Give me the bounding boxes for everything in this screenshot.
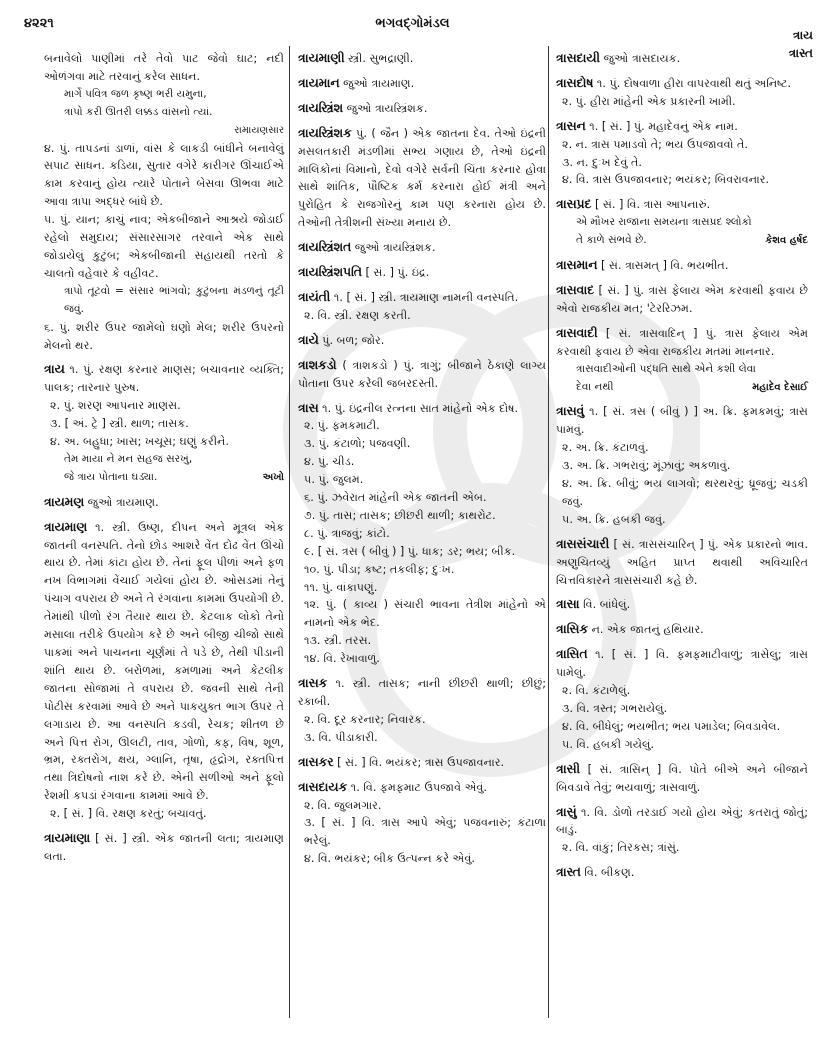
entry-first-line [556,804,808,840]
entry-first-line [298,754,546,772]
quotation-author: મહાદેવ દેસાઈ [752,381,808,393]
quotation-line: માર્ગે પવિત્ર જળ કૃષ્ણ ભરી યમુના, [64,87,207,100]
entry-first-line [556,282,808,318]
column-divider [548,46,549,1018]
headword: ત્રાયંતી [298,289,331,304]
definition-text: ૧. [ સં. ] પું. મહાદેવનું એક નામ. [589,119,738,133]
headword: ત્રાસા [556,597,580,612]
definition-text: [ સં. ત્રાસમત્ ] વિ. ભયભીત. [600,259,729,273]
definition-text: ૧. સ્ત્રી. તાસક; નાની છીછરી થાળી; છીછું; રકાબી. [298,677,546,708]
dictionary-entry [556,282,808,318]
entry-first-line [298,75,546,93]
sub-sense: ૩. ન. દુઃખ દેવું તે. [562,155,642,169]
entry-first-line [556,118,808,136]
quotation-author: કેશવ હર્ષદ [765,235,808,247]
dictionary-entry [298,100,546,118]
entry-first-line [298,264,546,282]
entry-first-line [556,761,808,797]
sub-sense: ૯. [ સં. ત્રસ ( બીવું ) ] પું. ધાક; ડર; ભય; બીક. [304,544,516,558]
page-number: ૪૨૨૧ [24,16,54,31]
definition-text: સ્ત્રી. સુભદ્રાણી. [348,52,414,65]
sub-sense: ૭. પું. તાસ; તાસક; છીછરી થાળી; કાથરોટ. [304,508,496,522]
definition-text: [ સં. ત્રાસસંચારિન્ ] પું. એક પ્રકારનો ભાવ. અણુચિતવ્યું અહિત પ્રાપ્ત થવાથી અવિચારિત ચિત્તવિકારને ત્રાસસંચારી કહે છે. [556,537,809,587]
sub-sense: ૨. ન. ત્રાસ પમાડવો તે; ભય ઉપજાવવો તે. [562,137,748,151]
sub-sense: ૩. વિ. પીડાકારી. [304,730,378,744]
sub-sense: ૨. [ સં. ] વિ. રક્ષણ કરતું; બચાવતું. [50,807,207,821]
dictionary-entry [556,257,808,275]
sub-sense: ૪. અ. ક્રિ. બીવું; ભય લાગવો; થરથરવું; ધ્રૂજવું; ચડકી જવું. [562,477,808,508]
sub-sense: ૨. પું. હીરા માંહેની એક પ્રકારની ખામી. [562,94,736,108]
definition-text: વિ. બાંધેલું. [583,598,631,612]
headword: ત્રાસવું [556,404,585,419]
sub-sense: ૨. વિ. જુલમગાર. [304,798,382,812]
dictionary-entry [556,196,808,250]
entry-first-line [556,50,808,68]
headword: ત્રાસન [556,118,586,133]
entry-first-line [298,675,546,711]
definition-text: [ સં. ] વિ. ભયંકર; ત્રાસ ઉપજાવનાર. [337,755,505,769]
sub-sense: ૪. વિ. ત્રાસ ઉપજાવનાર; ભયંકર; બિવરાવનાર. [562,173,770,187]
definition-text: જુઓ ત્રાયસ્ત્રિંશક. [354,241,436,255]
sub-sense: ૨. વિ. સ્ત્રી. રક્ષણ કરતી. [304,308,411,322]
guide-word-first: ત્રાય [792,28,813,42]
entry-first-line [298,50,546,68]
dictionary-entry [298,50,546,68]
headword: ત્રાસકર [298,754,334,769]
dictionary-entry [44,50,284,354]
column-1 [44,50,284,873]
entry-first-line [556,257,808,275]
definition-text: ૧. સ્ત્રી. ઉષ્ણ, દીપન અને મૂત્રલ એક જાતની વનસ્પતિ. તેનો છોડ આશરે વેંત દોઢ વેંત ઊંચો થાય છે. તેમાં કાંટા હોય છે. તેનાં ફૂલ પીળાં અને ફળ નખ વિભાગમાં વેંચાઈ ગયેલાં હોય છે. ઓસડમાં તેનું પંચાગ વપરાય છે અને તે રંગવાના કામમાં ઉપયોગી છે. તેમાંથી પીળો રંગ તૈયાર થાય છે. કેટલાક લોકો તેનો મસાલા તરીકે ઉપયોગ કરે છે અને બીજી ચીજો સાથે પાકમાં અને પાચનના ચૂર્ણમાં તે પડે છે, તેથી પીડાની શાંતિ થાય છે. બરોળમાં, કમળામાં અને કેટલીક જાતના સોજામાં તે વપરાય છે. જવની સાથે તેની પોટીસ કરવામાં આવે છે અને પાકયુક્ત ભાગ ઉપર તે લગાડાય છે. આ વનસ્પતિ કડવી, રેચક; શીતળ છે અને પિત્ત રોગ, ઊલટી, તાવ, ગોળો, કફ, વિષ, શૂળ, ભ્રમ, રક્તરોગ, ક્ષય, ગ્લાનિ, તૃષા, હૃદ્રોગ, રક્તપિત્ત તથા ત્રિદોષનો નાશ કરે છે. એની સળીઓ અને ફૂલો રેશમી કપડાં રંગવાના કામમાં આવે છે. [44,520,284,803]
sub-sense: ૨. વિ. વાંકું; તિરકસ; ત્રાંસું. [562,841,680,855]
headword: ત્રાસદોષ [556,75,594,90]
headword: ત્રાસી [556,761,581,776]
dictionary-entry [298,675,546,747]
definition-text: જુઓ ત્રાયસ્ત્રિંશક. [346,101,428,115]
column-2 [298,50,546,875]
entry-first-line [556,596,808,614]
headword: ત્રાયમાણા [44,831,91,846]
headword: ત્રાયસ્ત્રિંશપતિ [298,265,362,280]
dictionary-entry [556,596,808,614]
definition-text: ન. એક જાતનું હથિયાર. [591,623,704,637]
headword: ત્રાસવાદી [556,325,598,340]
headword: ત્રાસપ્રદ [556,197,592,212]
dictionary-entry [556,75,808,111]
sub-sense: ૮. પું. ત્રાજવું; કાંટો. [304,526,390,540]
headword: ત્રાસું [556,804,577,819]
dictionary-entry [556,804,808,858]
headword: ત્રાસમાન [556,258,598,273]
definition-text: ૧. [ સં. ] વિ. ફમફમાટીવાળું; ત્રાસેલું; ત્રાસ પામેલું. [556,648,808,680]
quotation-with-source [44,469,284,487]
dictionary-entry [298,289,546,325]
dictionary-entry [298,75,546,93]
definition-text: ૧. પું. દોષવાળા હીરા વાપરવાથી થતું અનિષ્ટ. [596,76,792,90]
entry-first-line [556,864,808,882]
sub-sense: ૩. પું. કંટાળો; પજવણી. [304,437,411,451]
quotation-with-source [556,379,808,397]
sub-sense: ૩. [ અં. ટ્રે ] સ્ત્રી. થાળ; તાસક. [50,417,189,431]
definition-text: ૪. પું. તાપડનાં ડાળાં, વાંસ કે લાકડી બાંધીને બનાવેલું સપાટ સાધન. કડિયા, સુતાર વગેરે કારીગર ઊંચાઈએ કામ કરવાનું હોય ત્યારે પોતાને બેસવા ઊભવા માટે આવા ત્રાપા અદ્ધર બાંધે છે. [44,141,284,209]
definition-text: ૧. [ સં. ] સ્ત્રી. ત્રાયમાણ નામની વનસ્પતિ. [333,290,519,304]
sub-sense: ૫. વિ. હબકી ગયેલું. [562,737,655,751]
entry-first-line [556,196,808,214]
sub-sense: ૨. વિ. કંટાળેલું. [562,684,631,698]
headword: ત્રાસદાયી [556,51,601,65]
headword: ત્રાયમાણ [44,519,88,534]
sub-sense: ૨. પું. શરણ આપનાર માણસ. [50,399,181,413]
entry-first-line [44,830,284,866]
sub-sense: ૧૦. પું. પીડા; કષ્ટ; તકલીફ; દુઃખ. [304,562,455,576]
entry-first-line [298,779,546,797]
entry-first-line [298,289,546,307]
dictionary-entry [556,864,808,882]
entry-first-line [298,125,546,232]
definition-text: જુઓ ત્રાયમાણ. [343,76,415,90]
headword: ત્રાયે [298,332,319,347]
headword: ત્રાયમાણી [298,51,345,65]
sub-sense: ૪. અ. બહુધા; ખાસ; ખચૂસ; ઘણું કરીને. [50,435,229,449]
entry-first-line [298,100,546,118]
entry-first-line [556,646,808,682]
sub-sense: ૩. વિ. ત્રસ્ત; ગભરાયેલું. [562,702,668,715]
dictionary-entry [298,357,546,393]
quotation-with-source [556,232,808,250]
dictionary-entry [556,761,808,797]
definition-text: [ સં. ત્રાસિન્ ] વિ. પોતે બીએ અને બીજાને બિવડાવે તેવું; ભયવાળું; ત્રાસવાળું. [556,762,808,794]
quotation-source: રામાયણસાર [234,124,284,136]
sub-sense: ૫. પું. જુલમ. [304,473,364,487]
dictionary-entry [556,536,808,590]
definition-text: જુઓ ત્રાસદાયક. [603,52,681,65]
definition-text: [ સં. ] સ્ત્રી. એક જાતની લતા; ત્રાયમાણ લતા. [44,832,284,863]
definition-text: [ સં. ] વિ. ત્રાસ આપનારું. [594,198,711,212]
dictionary-entry [44,519,284,823]
sub-sense: ૨. પું. ફમકમાટી. [304,419,380,433]
headword: ત્રાયસ્ત્રિંશ [298,100,344,115]
dictionary-entry [298,125,546,232]
entry-first-line [298,239,546,257]
definition-text: ૧. [ સં. ત્રસ ( બીવું ) ] અ. ક્રિ. ફમકમવું; ત્રાસ પામવું. [556,405,808,437]
quotation-line: એ મૌખર રાજાના સમયના ત્રાસપ્રદ શ્લોકો [576,216,752,229]
dictionary-entry [298,264,546,282]
entry-first-line [298,357,546,393]
headword: ત્રાયસ્ત્રિંશક [298,125,352,140]
sub-sense: ૩. અ. ક્રિ. ગભરાવું; મૂંઝાવું; અકળાવું. [562,459,731,473]
definition-text: જુઓ ત્રાયમાણ. [87,495,159,509]
dictionary-entry [556,621,808,639]
dictionary-entry [556,403,808,528]
dictionary-entry [556,646,808,753]
definition-text: પું. ( જૈન ) એક જાતના દેવ. તેઓ ઇંદ્રની મસલતકારી મંડળીમાં સભ્ય ગણાય છે, તેઓ ઇંદ્રની માલિકોનાં વિમાનો, દેવો વગેરે સર્વની ચિંતા કરનાર હોવા સાથે શાંતિક, પૌષ્ટિક કર્મ કરનારા હોઈ મંત્રી અને પુરોહિત કે રાજગોરનું કામ પણ કરનારા હોય છે. તેઓની તેત્રીશની સંખ્યા મનાય છે. [298,126,546,230]
definition-text: ૧. વિ. ડોળો તરડાઈ ગયો હોય એવું; કતરાતું જોતું; બાડું. [556,805,808,837]
entry-first-line [44,361,284,397]
entry-first-line [298,400,546,418]
headword: ત્રાયસ્ત્રિંશત [298,240,352,255]
column-divider [289,46,290,1018]
sub-sense: ૪. વિ. ભયંકર; બીક ઉત્પન્ન કરે એવું. [304,852,475,866]
sub-sense: ૩. [ સં. ] વિ. ત્રાસ આપે એવું; પજવનારું; કંટાળા ભરેલું. [304,816,546,848]
quotation-line: તેમ માયા ને મન સહજ સરખું, [64,452,193,465]
quotation-line: ત્રાપો કરી ઊતરી લક્કડ વાંસનો ત્યાં. [64,105,213,118]
quotation-author: અખો [262,471,284,483]
definition-text: ૧. પું. ઇંદ્રનીલ રત્નના સાત માંહેનો એક દોષ. [322,401,519,415]
headword: ત્રાસ [298,400,319,415]
sub-sense: ૫. અ. ક્રિ. હબકી જવું. [562,512,666,526]
sub-sense: ૪. પું. ચીડ. [304,455,355,469]
dictionary-entry [556,50,808,68]
entry-first-line [298,332,546,350]
headword: ત્રાસિક [556,622,588,637]
definition-text: ૫. પું. યાન; કાચું નાવ; એકબીજાને આશ્રયે જોડાઈ રહેલો સમુદાય; સંસારસાગર તરવાને એક સાથે જોડાયેલું કુટુંબ; એકબીજાની સહાયથી તરતો કે ચાલતો વહેવાર કે વહીવટ. [44,213,284,280]
headword: ત્રાસિત [556,647,588,662]
running-title: ભગવદ્ગોમંડલ [375,16,450,31]
sub-sense: ૧૩. સ્ત્રી. તરસ. [304,634,372,648]
dictionary-entry [44,494,284,512]
headword: ત્રાયમાન [298,75,340,90]
quotation-line: દેવા નથી [576,380,614,393]
definition-text: ( ત્રાશકડો ) પું. ત્રાગું; બીજાને ઠેકાણે લાગ્ય પોતાના ઉપર કરેલી જબરદસ્તી. [298,358,546,390]
sub-sense: ૧૨. પું. ( કાવ્ય ) સંચારી ભાવના તેત્રીશ માંહેનો એ નામનો એક ભેદ. [304,598,546,630]
dictionary-entry [556,325,808,397]
headword: ત્રાય [44,362,65,377]
definition-text: [ સં. ત્રાસવાદિન્ ] પું. ત્રાસ ફેલાય એમ કરવાથી ફવાય છે એવા રાજકીય મતમાં માનનાર. [556,326,808,358]
dictionary-entry [298,779,546,869]
sub-sense: ૧૧. પું. વાંકાપણું. [304,580,378,594]
quotation-line: ત્રાપો તૂટવો = સંસાર ભાંગવો; કુટુંબના મંડળનું તૂટી જવું. [64,284,284,315]
dictionary-entry [556,118,808,190]
definition-text: [ સં. ] પું. ઇંદ્ર. [365,266,430,280]
entry-first-line [556,621,808,639]
sub-sense: ૨. અ. ક્રિ. કંટાળવું. [562,441,649,455]
dictionary-entry [298,754,546,772]
definition-text: [ સં. ] પું. ત્રાસ ફેલાય એમ કરવાથી ફવાય છે એવો રાજકીય મત; 'ટેરરિઝમ. [556,283,808,315]
dictionary-entry [298,332,546,350]
entry-first-line [44,519,284,806]
headword: ત્રાસસંચારી [556,536,610,551]
definition-text: ૧. વિ. ફમફમાટ ઉપજાવે એવું. [350,780,487,794]
entry-first-line [556,325,808,361]
entry-first-line [556,403,808,439]
definition-text: બનાવેલો પાણીમાં તરે તેવો પાટ જેવો ઘાટ; નદી ઓળંગવા માટે તરવાનું કરેલ સાધન. [44,52,284,83]
definition-text: ૬. પું. શરીર ઉપર જામેલો ઘણો મેલ; શરીર ઉપરનો મેલનો થર. [44,320,284,352]
headword: ત્રાસક [298,676,328,691]
quotation-line: તે કાળે સંભવે છે. [576,234,647,247]
headword: ત્રાસવાદ [556,282,595,297]
headword: ત્રાસ્ત [556,865,581,880]
sub-sense: ૨. વિ. દૂર કરનાર; નિવારક. [304,712,426,726]
entry-first-line [44,494,284,512]
dictionary-entry [44,361,284,486]
entry-first-line [556,536,808,590]
sub-sense: ૧૪. વિ. રેખાવાળું. [304,652,380,666]
quotation-line: જે ત્રાય પોતાના ઘડ્યા. [64,470,158,483]
entry-first-line [556,75,808,93]
quotation-line: ત્રાસવાદીઓની પદ્ધતિ સાથે એને કશી લેવા [576,362,756,375]
headword: ત્રાયમણ [44,494,85,509]
dictionary-entry [44,830,284,866]
column-3 [556,50,808,889]
headword: ત્રાશકડો [298,357,337,372]
sub-sense: ૪. વિ. બીધેલું; ભયભીત; ભય પમાડેલ; બિવડાવેલ. [562,719,781,733]
definition-text: ૧. પું. રક્ષણ કરનાર માણસ; બચાવનાર વ્યક્તિ; પાલક; તારનાર પુરુષ. [44,363,284,395]
headword: ત્રાસદાયક [298,779,348,794]
dictionary-entry [298,239,546,257]
definition-text: પું. બળ; જોર. [322,333,385,347]
sub-sense: ૬. પું. ઝવેરાત માંહેની એક જાતની એબ. [304,491,487,505]
definition-text: વિ. બીકણ. [584,866,635,880]
dictionary-entry [298,400,546,669]
guide-word-last: ત્રાસ્ત [788,46,813,60]
